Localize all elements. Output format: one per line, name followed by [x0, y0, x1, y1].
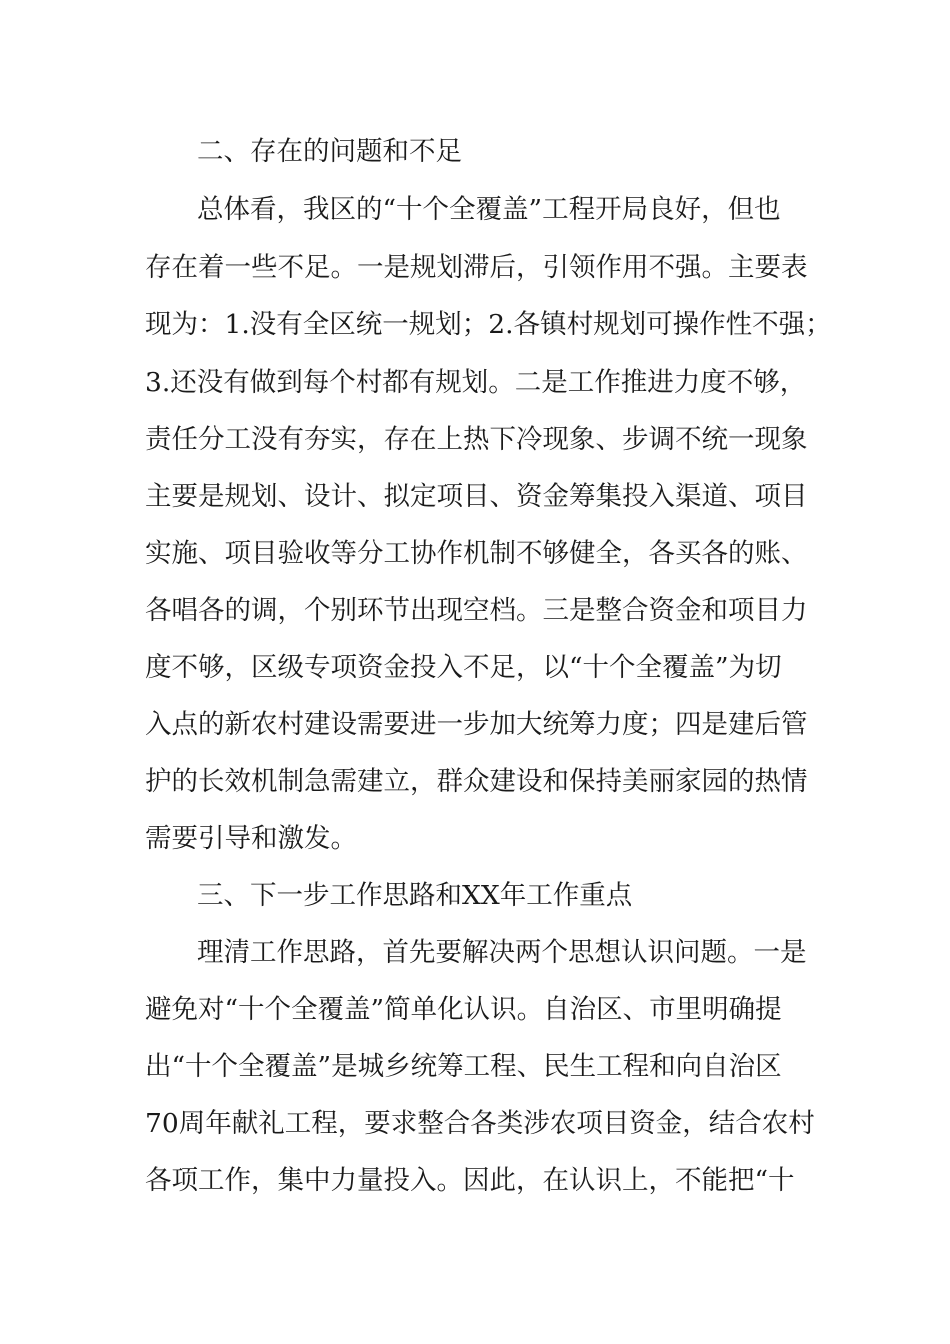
paragraph-line: 主要是规划、设计、拟定项目、资金筹集投入渠道、项目 — [145, 481, 808, 512]
paragraph-line: 责任分工没有夯实，存在上热下冷现象、步调不统一现象 — [145, 424, 808, 455]
section-heading-3: 三、下一步工作思路和XX年工作重点 — [197, 880, 633, 911]
paragraph-line: 3.还没有做到每个村都有规划。二是工作推进力度不够， — [145, 367, 807, 398]
paragraph-line: 避免对“十个全覆盖”简单化认识。自治区、市里明确提 — [145, 994, 782, 1025]
paragraph-line: 70周年献礼工程，要求整合各类涉农项目资金，结合农村 — [145, 1108, 815, 1139]
paragraph-line: 存在着一些不足。一是规划滞后，引领作用不强。主要表 — [145, 252, 808, 283]
paragraph-line: 各项工作，集中力量投入。因此，在认识上，不能把“十 — [145, 1165, 795, 1196]
paragraph-line: 入点的新农村建设需要进一步加大统筹力度；四是建后管 — [145, 709, 808, 740]
paragraph-line: 护的长效机制急需建立，群众建设和保持美丽家园的热情 — [145, 766, 808, 797]
paragraph-line: 需要引导和激发。 — [145, 823, 357, 854]
paragraph-line: 理清工作思路，首先要解决两个思想认识问题。一是 — [197, 937, 807, 968]
paragraph-line: 现为：1.没有全区统一规划；2.各镇村规划可操作性不强； — [145, 309, 832, 340]
paragraph-line: 各唱各的调，个别环节出现空档。三是整合资金和项目力 — [145, 595, 808, 626]
section-heading-2: 二、存在的问题和不足 — [197, 136, 462, 167]
paragraph-line: 实施、项目验收等分工协作机制不够健全，各买各的账、 — [145, 538, 808, 569]
paragraph-line: 总体看，我区的“十个全覆盖”工程开局良好，但也 — [197, 194, 781, 225]
paragraph-line: 出“十个全覆盖”是城乡统筹工程、民生工程和向自治区 — [145, 1051, 782, 1082]
paragraph-line: 度不够，区级专项资金投入不足，以“十个全覆盖”为切 — [145, 652, 782, 683]
